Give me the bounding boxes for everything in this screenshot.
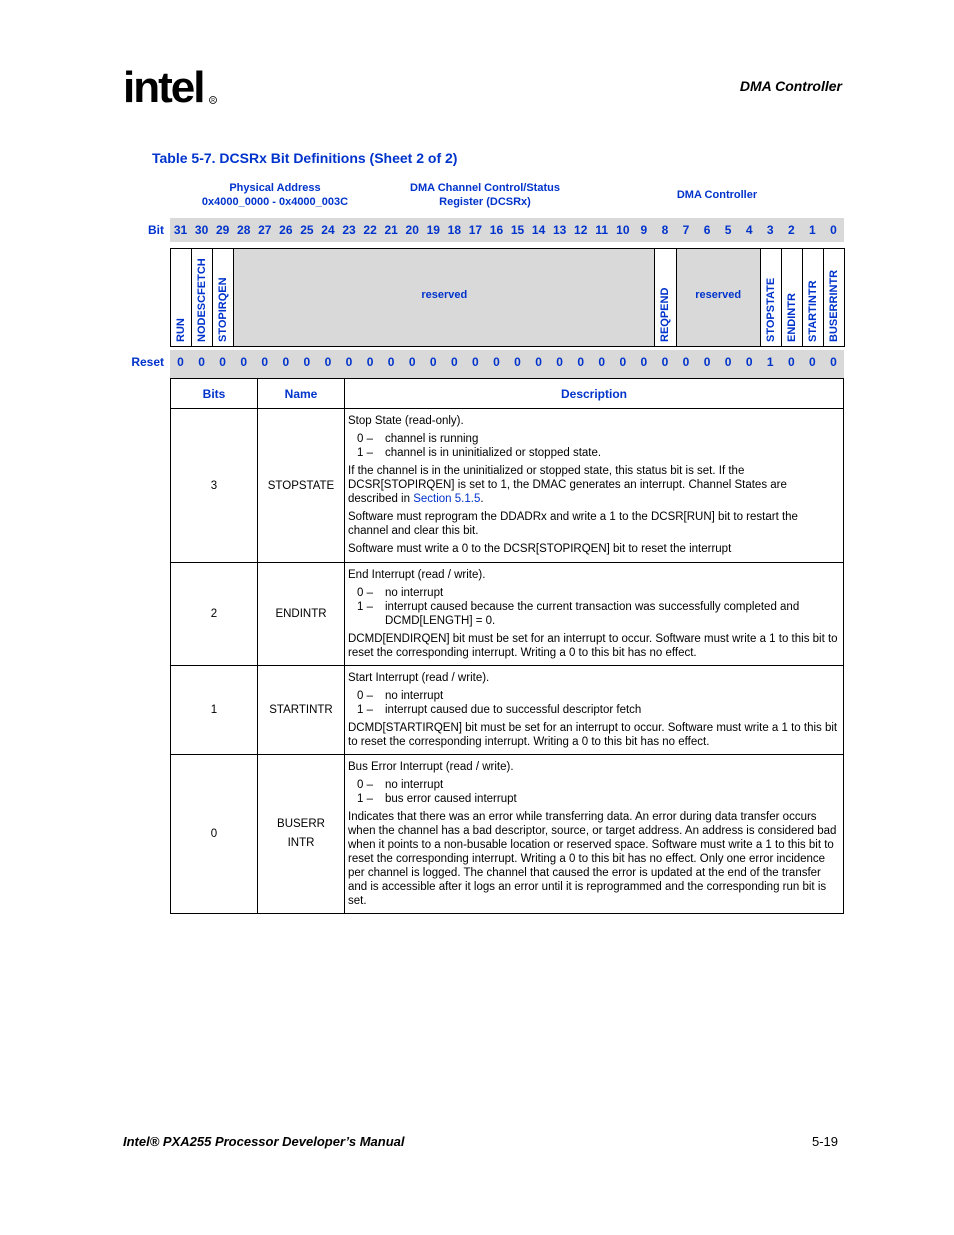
svg-text:R: R [211, 98, 215, 105]
bit-number: 14 [531, 223, 546, 237]
bit-number: 3 [766, 223, 774, 237]
reset-value: 0 [366, 355, 374, 369]
bit-number: 25 [300, 223, 314, 237]
option-key: 0 – [357, 778, 373, 791]
description-cell [345, 563, 844, 666]
register-field [654, 248, 676, 347]
bit-number: 27 [258, 223, 272, 237]
manual-title: Intel® PXA255 Processor Developer’s Manual [123, 1134, 405, 1149]
reset-value-row [170, 350, 844, 378]
bit-number: 18 [447, 223, 462, 237]
reset-value: 0 [219, 355, 226, 369]
reset-value: 0 [240, 355, 248, 369]
description-cell [345, 755, 844, 914]
section-name: DMA Controller [739, 78, 842, 94]
reset-value: 0 [408, 355, 416, 369]
reset-value: 0 [787, 355, 795, 369]
reset-value: 0 [177, 355, 184, 369]
bit-row-label: Bit [148, 223, 164, 237]
reset-value: 0 [661, 355, 669, 369]
bit-number: 21 [384, 223, 398, 237]
reset-value: 0 [809, 355, 816, 369]
svg-text:intel: intel [123, 63, 204, 112]
name-cell: ENDINTR [258, 563, 345, 666]
name-cell: STOPSTATE [258, 409, 345, 563]
register-name-line2: Register (DCSRx) [439, 196, 531, 208]
reset-value: 0 [472, 355, 479, 369]
description-paragraph: Software must reprogram the DDADRx and write a 1 to the DCSR[RUN] bit to restart the channel and clear this bit. [348, 511, 798, 537]
bit-number: 0 [830, 223, 837, 237]
bit-number: 2 [787, 223, 795, 237]
register-name-header [390, 181, 580, 209]
bit-number: 10 [616, 223, 630, 237]
register-field [781, 248, 803, 347]
name-column-header: Name [258, 379, 345, 409]
bit-number: 31 [173, 223, 188, 237]
bit-number: 20 [405, 223, 419, 237]
reset-value: 0 [682, 355, 690, 369]
reset-value: 0 [556, 355, 563, 369]
description-paragraph [348, 464, 839, 506]
bits-cell: 1 [171, 666, 258, 755]
reset-value: 0 [303, 355, 311, 369]
option-key: 1 – [357, 600, 373, 613]
field-name: BUSERRINTR [827, 269, 840, 342]
page-number: 5-19 [811, 1134, 838, 1149]
bit-number: 23 [342, 223, 356, 237]
option-value: interrupt caused due to successful descriptor fetch [385, 703, 642, 716]
bit-definition-table [170, 378, 844, 914]
reset-row-label: Reset [131, 355, 164, 369]
option-value: no interrupt [385, 689, 444, 702]
description-cell [345, 409, 844, 563]
reset-value: 1 [766, 355, 774, 369]
description-paragraph: Indicates that there was an error while transferring data. An error during data transfer occurs when the channel has a bad descriptor, source, or target address. An address is considered bad when it points to a non-busable location or reserved space. Software must write a 1 to this bit to reset the corresponding interrupt. Writing a 0 to this bit has no effect. Only one error incidence per channel is logged. The channel that caused the error is updated at the end of the transfer and is accessible after it logs an error until it is reprogrammed and the corresponding run bit is set. [348, 810, 837, 907]
option-key: 0 – [357, 689, 373, 702]
bit-number: 16 [489, 223, 504, 237]
description-paragraph: DCMD[ENDIRQEN] bit must be set for an interrupt to occur. Software must write a 1 to this bit to reset the corresponding interrupt. Writing a 0 to this bit has no effect. [348, 632, 838, 659]
bit-number: 9 [640, 223, 648, 237]
description-intro: Start Interrupt (read / write). [348, 671, 490, 684]
physical-address-header [200, 181, 350, 209]
field-name: reserved [421, 289, 468, 301]
register-field [191, 248, 213, 347]
description-intro: End Interrupt (read / write). [348, 568, 486, 581]
bit-number: 4 [745, 223, 753, 237]
description-intro: Stop State (read-only). [348, 415, 464, 427]
reset-value: 0 [282, 355, 290, 369]
bit-number: 30 [194, 223, 209, 237]
reset-value: 0 [724, 355, 732, 369]
bits-cell: 0 [171, 755, 258, 914]
reset-value: 0 [830, 355, 837, 369]
reset-value: 0 [598, 355, 606, 369]
reset-value: 0 [345, 355, 353, 369]
register-field [233, 248, 655, 347]
reset-value: 0 [640, 355, 648, 369]
bit-number: 15 [510, 223, 525, 237]
description-paragraph: Software must write a 0 to the DCSR[STOPIRQEN] bit to reset the interrupt [348, 543, 732, 555]
option-key: 1 – [357, 447, 373, 459]
section-link[interactable]: Section 5.1.5 [413, 493, 481, 505]
field-name: STOPIRQEN [217, 277, 230, 342]
bit-number: 29 [215, 223, 230, 237]
field-name: STARTINTR [806, 280, 819, 342]
address-label: Physical Address [229, 182, 321, 194]
option-value: no interrupt [385, 586, 444, 599]
address-range: 0x4000_0000 - 0x4000_003C [201, 196, 349, 208]
option-key: 0 – [357, 586, 373, 599]
table-row [171, 666, 844, 755]
bit-number: 28 [237, 223, 251, 237]
name-line: INTR [287, 837, 315, 849]
reset-value: 0 [619, 355, 627, 369]
bit-number: 26 [279, 223, 293, 237]
table-row [171, 409, 844, 563]
name-line: BUSERR [277, 818, 325, 830]
reset-value: 0 [429, 355, 437, 369]
description-text: . [480, 493, 484, 505]
bit-number-row [170, 218, 844, 242]
reset-value: 0 [261, 355, 269, 369]
bits-column-header: Bits [171, 379, 258, 409]
register-field [823, 248, 845, 347]
bit-number: 22 [363, 223, 377, 237]
reset-value: 0 [577, 355, 585, 369]
reset-value: 0 [514, 355, 521, 369]
option-key: 1 – [357, 703, 373, 716]
bit-number: 12 [574, 223, 588, 237]
table-header-row [171, 379, 844, 409]
reset-value: 0 [745, 355, 753, 369]
bits-cell: 2 [171, 563, 258, 666]
description-paragraph: DCMD[STARTIRQEN] bit must be set for an interrupt to occur. Software must write a 1 to this bit to reset the corresponding interrupt. Writing a 0 to this bit has no effect. [348, 721, 838, 748]
table-row [171, 563, 844, 666]
bit-number: 11 [595, 223, 609, 237]
bit-number: 17 [468, 223, 483, 237]
field-name: STOPSTATE [764, 277, 777, 342]
bit-number: 24 [321, 223, 335, 237]
option-value: no interrupt [385, 778, 444, 791]
unit-header: DMA Controller [676, 189, 758, 201]
register-field-row [170, 248, 844, 349]
bit-number: 8 [661, 223, 669, 237]
register-field [170, 248, 192, 347]
bit-number: 19 [426, 223, 440, 237]
option-key: 0 – [357, 433, 373, 445]
option-value: bus error caused interrupt [385, 792, 517, 805]
reset-value: 0 [703, 355, 711, 369]
register-field [760, 248, 782, 347]
option-value: interrupt caused because the current transaction was successfully completed and DCMD[LENGTH] = 0. [385, 600, 800, 627]
description-column-header: Description [345, 379, 844, 409]
bit-number: 7 [682, 223, 690, 237]
description-text: If the channel is in the uninitialized or stopped state, this status bit is set. If the DCSR[STOPIRQEN] is set to 1, the DMAC generates an interrupt. Channel States are described in [348, 465, 787, 505]
register-field [802, 248, 824, 347]
register-name-line1: DMA Channel Control/Status [410, 182, 560, 194]
field-name: NODESCFETCH [196, 258, 209, 342]
reset-value: 0 [387, 355, 395, 369]
name-cell [258, 755, 345, 914]
field-name: RUN [175, 318, 188, 342]
bit-number: 13 [552, 223, 567, 237]
option-key: 1 – [357, 792, 373, 805]
table-title: Table 5-7. DCSRx Bit Definitions (Sheet 2 of 2) [152, 150, 458, 166]
table-row [171, 755, 844, 914]
option-value: channel is in uninitialized or stopped state. [385, 447, 602, 459]
option-value: channel is running [385, 433, 479, 445]
name-cell: STARTINTR [258, 666, 345, 755]
bits-cell: 3 [171, 409, 258, 563]
bit-number: 1 [809, 223, 816, 237]
description-cell [345, 666, 844, 755]
register-field [676, 248, 761, 347]
field-name: reserved [695, 289, 742, 301]
intel-logo [123, 62, 223, 118]
register-field [212, 248, 234, 347]
field-name: REQPEND [659, 287, 672, 342]
field-name: ENDINTR [785, 293, 798, 342]
bit-number: 6 [703, 223, 711, 237]
reset-value: 0 [324, 355, 332, 369]
reset-value: 0 [535, 355, 542, 369]
reset-value: 0 [450, 355, 458, 369]
description-intro: Bus Error Interrupt (read / write). [348, 760, 514, 773]
reset-value: 0 [198, 355, 205, 369]
bit-number: 5 [724, 223, 732, 237]
reset-value: 0 [493, 355, 500, 369]
